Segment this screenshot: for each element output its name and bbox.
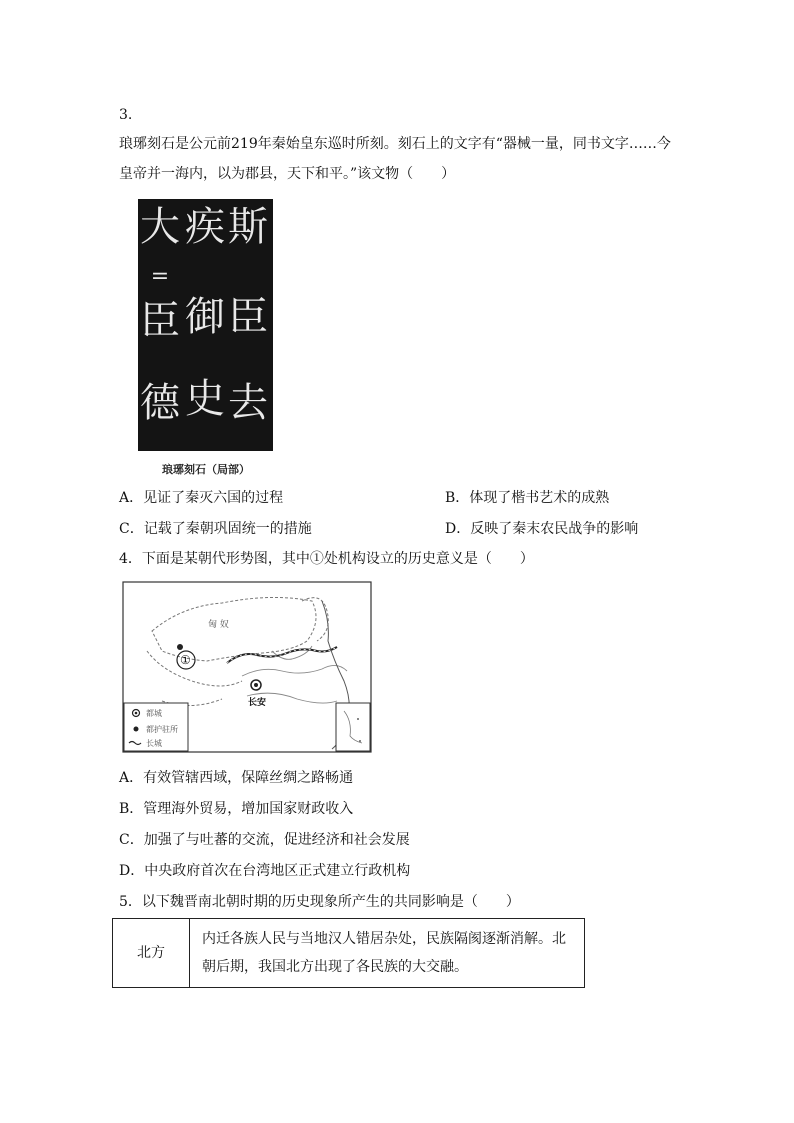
legend-great-wall: 长城 xyxy=(146,739,162,748)
stele-char: 臣 xyxy=(228,294,268,340)
capital-changan-marker xyxy=(251,680,261,690)
region-cell: 北方 xyxy=(113,919,190,988)
q4-option-b[interactable]: B．管理海外贸易，增加国家财政收入 xyxy=(119,801,354,817)
stele-char: 史 xyxy=(185,376,225,422)
legend-capital: 都城 xyxy=(146,709,162,718)
map-label-xiongnu: 匈 奴 xyxy=(208,620,229,630)
description-line: 朝后期，我国北方出现了各民族的大交融。 xyxy=(202,959,468,975)
stele-char: 德 xyxy=(140,380,180,426)
map-legend xyxy=(124,703,188,751)
q4-option-a[interactable]: A．有效管辖西域，保障丝绸之路畅通 xyxy=(119,770,354,786)
stele-char: 疾 xyxy=(185,204,225,250)
q3-stem-line1: 琅琊刻石是公元前219年秦始皇东巡时所刻。刻石上的文字有“器械一量，同书文字……今 xyxy=(119,136,671,152)
stele-column-2 xyxy=(185,205,225,445)
map-label-changan: 长安 xyxy=(248,698,267,708)
legend-protectorate: 都护驻所 xyxy=(146,725,178,734)
stele-column-3 xyxy=(140,205,180,445)
q4-option-c[interactable]: C．加强了与吐蕃的交流，促进经济和社会发展 xyxy=(119,832,410,848)
stele-char: = xyxy=(150,264,170,289)
q5-table xyxy=(112,918,585,988)
map-label-marker: ① xyxy=(180,653,191,667)
q3-number: 3. xyxy=(119,107,133,123)
q3-stem-line2: 皇帝并一海内，以为郡县，天下和平。”该文物（ ） xyxy=(119,166,456,182)
stele-char: 臣 xyxy=(140,298,180,344)
q3-option-b[interactable]: B．体现了楷书艺术的成熟 xyxy=(445,490,610,506)
description-cell xyxy=(190,919,585,988)
q4-stem: 4．下面是某朝代形势图，其中①处机构设立的历史意义是（ ） xyxy=(119,551,534,567)
table-row xyxy=(113,919,585,988)
dynasty-map xyxy=(122,581,372,753)
stele-char: 大 xyxy=(140,204,180,250)
stele-caption: 琅琊刻石（局部） xyxy=(162,463,250,476)
q3-option-a[interactable]: A．见证了秦灭六国的过程 xyxy=(119,490,284,506)
q5-stem: 5．以下魏晋南北朝时期的历史现象所产生的共同影响是（ ） xyxy=(119,894,520,910)
langya-stele-image xyxy=(138,199,273,451)
stele-char: 御 xyxy=(185,294,225,340)
map-inset xyxy=(336,703,370,751)
q4-option-d[interactable]: D．中央政府首次在台湾地区正式建立行政机构 xyxy=(119,863,411,879)
stele-char: 去 xyxy=(228,380,268,426)
q3-option-c[interactable]: C．记载了秦朝巩固统一的措施 xyxy=(119,521,312,537)
q3-option-d[interactable]: D．反映了秦末农民战争的影响 xyxy=(445,521,639,537)
stele-char: 斯 xyxy=(228,204,268,250)
stele-column-1 xyxy=(228,205,268,445)
description-line: 内迁各族人民与当地汉人错居杂处，民族隔阂逐渐消解。北 xyxy=(202,931,566,947)
